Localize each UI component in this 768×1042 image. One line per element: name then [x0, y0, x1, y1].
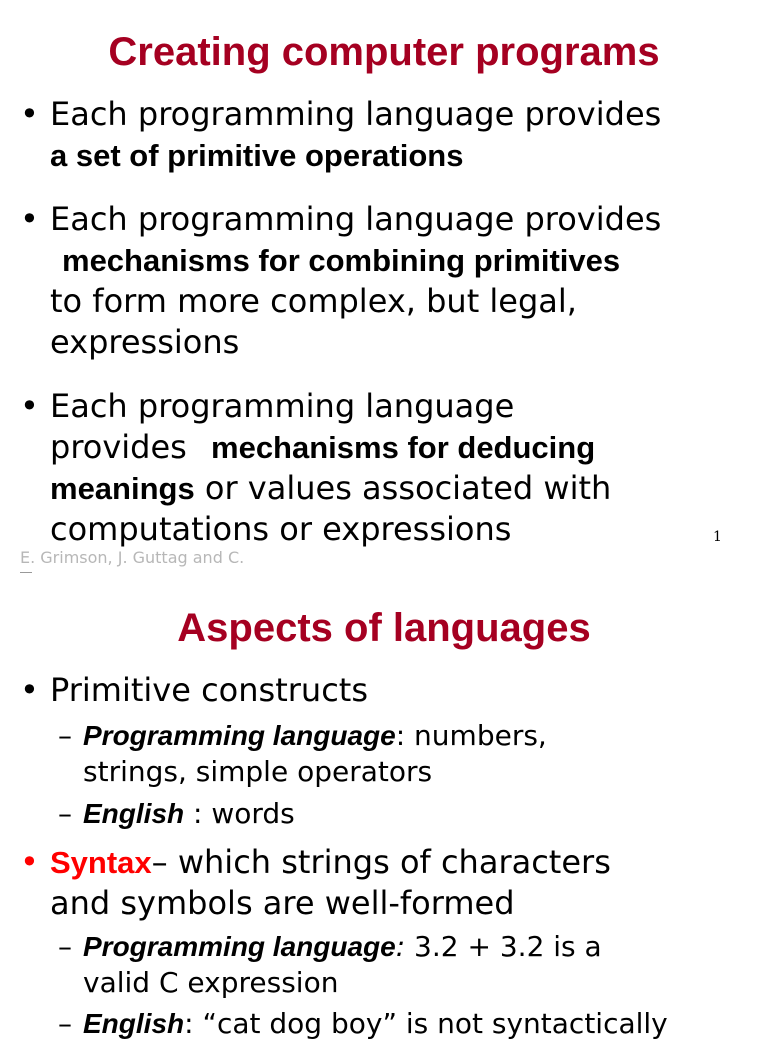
- bullet-text: and symbols are well-formed: [50, 884, 515, 922]
- bullet-text-plain: provides: [50, 428, 198, 466]
- sub-text-plain: 3.2 + 3.2 is a: [405, 930, 602, 963]
- bullet-text-bold: a set of primitive operations: [50, 138, 464, 173]
- bullet-icon: •: [20, 671, 39, 709]
- page-number: 1: [713, 529, 722, 545]
- dash-icon: –: [58, 1007, 72, 1040]
- bullet-text: computations or expressions: [50, 510, 512, 548]
- bullet-icon: •: [20, 843, 39, 881]
- dash-icon: –: [58, 719, 72, 752]
- bullet-text: [50, 427, 595, 468]
- sub-text: [83, 718, 547, 754]
- sub-text: [83, 1006, 668, 1042]
- bullet-text-plain: – which strings of characters: [151, 843, 611, 881]
- bullet-text: Primitive constructs: [50, 671, 368, 709]
- sub-text-plain: : numbers,: [395, 719, 547, 752]
- bullet-icon: •: [20, 387, 39, 425]
- bullet-icon: •: [20, 95, 39, 133]
- sub-text: [83, 929, 602, 965]
- bullet-text-bold: mechanisms for combining primitives: [62, 243, 621, 278]
- footer-credit: E. Grimson, J. Guttag and C.: [20, 548, 245, 567]
- sub-text-plain: : “cat dog boy” is not syntactically: [184, 1007, 668, 1040]
- dash-icon: –: [58, 930, 72, 963]
- bullet-text-red-bold: Syntax: [50, 845, 152, 880]
- footer-underline: [20, 572, 32, 573]
- bullet-text: Each programming language provides: [50, 95, 662, 133]
- dash-icon: –: [58, 797, 72, 830]
- bullet-text: Each programming language: [50, 387, 515, 425]
- bullet-text: [50, 468, 611, 509]
- sub-text-bold-italic: English: [83, 1008, 185, 1039]
- bullet-text: expressions: [50, 323, 240, 361]
- bullet-icon: •: [20, 200, 39, 238]
- bullet-text: Each programming language provides: [50, 200, 662, 238]
- slide1-title: Creating computer programs: [108, 30, 660, 74]
- sub-text-bold-italic: Programming language: [83, 931, 396, 962]
- sub-text: [83, 796, 295, 832]
- bullet-text-plain: or values associated with: [194, 469, 612, 507]
- sub-text-bold-italic: English: [83, 798, 185, 829]
- bullet-text-bold: mechanisms for deducing: [211, 430, 596, 465]
- slide2-title: Aspects of languages: [177, 606, 591, 650]
- sub-text-plain: : words: [184, 797, 295, 830]
- bullet-text: [50, 842, 611, 883]
- sub-text-bold-italic: Programming language: [83, 720, 396, 751]
- sub-text: strings, simple operators: [83, 755, 433, 788]
- bullet-text-bold: meanings: [50, 471, 195, 506]
- bullet-text: to form more complex, but legal,: [50, 282, 577, 320]
- sub-text: valid C expression: [83, 966, 339, 999]
- sub-text-colon: :: [395, 930, 406, 963]
